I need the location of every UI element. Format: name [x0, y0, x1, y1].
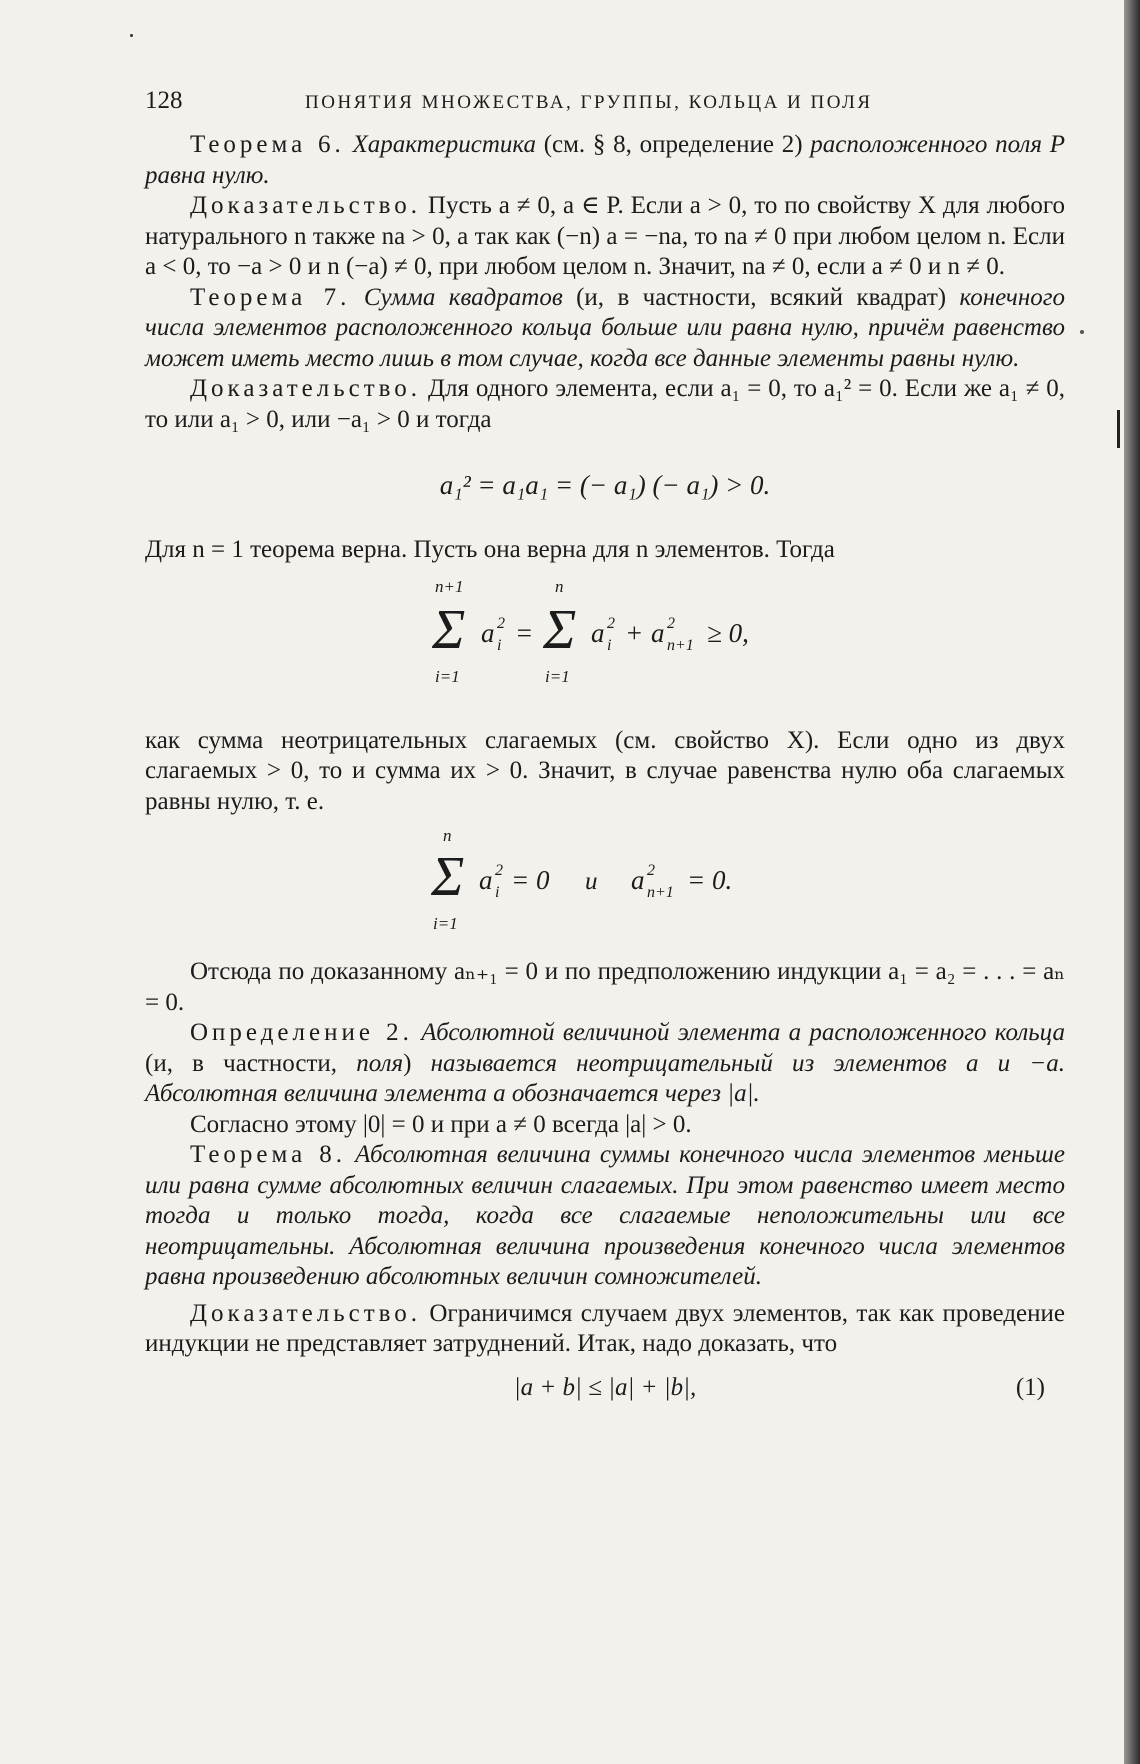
proof-8	[145, 1299, 1065, 1360]
plus-sign: +	[625, 617, 644, 648]
proof-7-label: Доказательство.	[190, 375, 422, 402]
next-term-sup: 2	[647, 862, 655, 879]
formula-sum-induction	[145, 570, 1065, 720]
margin-speck	[1080, 330, 1084, 334]
equals-sign: =	[515, 617, 534, 648]
triangle-inequality: |a + b| ≤ |a| + |b|,	[513, 1373, 697, 1401]
last-term: a	[651, 617, 665, 648]
definition-2	[145, 1018, 1065, 1110]
next-term: a	[631, 865, 645, 895]
page-number: 128	[145, 87, 183, 114]
sum3-term: a	[479, 865, 493, 895]
theorem-6-term: Характеристика	[352, 131, 536, 158]
proof-6-text: Пусть a ≠ 0, a ∈ P. Если a > 0, то по свойству X для любого натурального n также na > 0, а так как (−n) a = −na, то na ≠ 0 при любом целом n. Если a < 0, то −a > 0 и n (−a) ≠ 0, при любом целом n. Значит, na ≠ 0, если a ≠ 0 и n ≠ 0.	[145, 192, 1065, 280]
last-term-sup: 2	[667, 614, 675, 632]
running-title: ПОНЯТИЯ МНОЖЕСТВА, ГРУППЫ, КОЛЬЦА И ПОЛЯ	[305, 92, 873, 113]
scan-edge-shadow	[1124, 0, 1140, 1764]
theorem-6-label: Теорема 6.	[190, 131, 345, 158]
sum2-term-sub: i	[607, 636, 612, 654]
formula-square: a₁² = a₁a₁ = (− a₁) (− a₁) > 0.	[439, 470, 771, 500]
definition-2-term: Абсолютной величиной элемента a расположенного кольца	[421, 1019, 1065, 1046]
theorem-8-label: Теорема 8.	[190, 1141, 347, 1168]
induction-paragraph: Для n = 1 теорема верна. Пусть она верна для n элементов. Тогда	[145, 536, 835, 563]
absolute-zero-note: Согласно этому |0| = 0 и при a ≠ 0 всегда |a| > 0.	[190, 1110, 692, 1138]
sum1-term-sub: i	[497, 636, 502, 654]
sum3-rhs: = 0	[511, 865, 550, 895]
theorem-8	[145, 1140, 1065, 1293]
page-header	[145, 78, 1065, 130]
sum2-sigma-icon: Σ	[543, 598, 577, 661]
theorem-8-statement: Абсолютная величина суммы конечного числа элементов меньше или равна сумме абсолютных величин слагаемых. При этом равенство имеет место тогда и только тогда, когда все слагаемые неположительны или все неотрицательны. Абсолютная величина произведения конечного числа элементов равна произведению абсолютных величин сомножителей.	[145, 1141, 1065, 1290]
definition-2-close: )	[403, 1049, 431, 1077]
sum-zero-svg	[425, 823, 785, 943]
sum1-term-sup: 2	[497, 614, 505, 632]
next-term-sub: n+1	[647, 884, 674, 901]
proof-6	[145, 191, 1065, 283]
margin-mark	[1117, 410, 1120, 448]
sum3-term-sub: i	[495, 884, 500, 901]
definition-2-field: поля	[356, 1049, 404, 1077]
sum2-lower-limit: i=1	[545, 666, 570, 686]
sum3-term-sup: 2	[495, 862, 503, 879]
formula-triangle-inequality	[145, 1366, 1065, 1410]
relation-ge-zero: ≥ 0,	[707, 617, 749, 648]
formula-sum-zero	[145, 823, 1065, 943]
proof-7	[145, 374, 1065, 435]
book-page	[145, 78, 1065, 1420]
theorem-6-statement: расположенного поля P равна нулю.	[145, 131, 1065, 189]
theorem-7-aside: (и, в частности, всякий квадрат)	[562, 283, 960, 311]
proof-8-label: Доказательство.	[190, 1299, 422, 1327]
last-term-sub: n+1	[667, 636, 694, 654]
sum1-sigma-icon: Σ	[432, 598, 466, 661]
induction-conclusion: Отсюда по доказанному aₙ₊₁ = 0 и по предположению индукции a₁ = a₂ = . . . = aₙ = 0.	[145, 958, 1065, 1016]
sum3-lower-limit: i=1	[433, 914, 458, 933]
theorem-7	[145, 283, 1065, 375]
proof-7-text: Для одного элемента, если a₁ = 0, то a₁² = 0. Если же a₁ ≠ 0, то или a₁ > 0, или −a₁ > 0 и тогда	[145, 375, 1065, 433]
sum2-upper-limit: n	[555, 576, 564, 596]
sum2-term-sup: 2	[607, 614, 615, 632]
nonnegative-paragraph: как сумма неотрицательных слагаемых (см. свойство X). Если одно из двух слагаемых > 0, то и сумма их > 0. Значит, в случае равенства нулю оба слагаемых равны нулю, т. е.	[145, 726, 1065, 815]
theorem-7-label: Теорема 7.	[190, 283, 351, 311]
sum3-upper-limit: n	[443, 826, 452, 845]
definition-2-label: Определение 2.	[190, 1019, 413, 1046]
next-term-rhs: = 0.	[687, 865, 733, 895]
definition-2-statement: называется неотрицательный из элементов a и −a. Абсолютная величина элемента a обозначается через |a|.	[145, 1049, 1065, 1107]
scan-speck	[130, 34, 133, 37]
sum1-term: a	[481, 617, 495, 648]
theorem-6	[145, 130, 1065, 191]
equation-number: (1)	[1015, 1373, 1045, 1401]
theorem-7-statement: конечного числа элементов расположенного кольца больше или равна нулю, причём равенство может иметь место лишь в том случае, когда все данные элементы равны нулю.	[145, 283, 1065, 372]
conjunction-and: и	[585, 868, 598, 895]
theorem-6-ref: (см. § 8, определение 2)	[535, 131, 811, 158]
proof-6-label: Доказательство.	[190, 192, 422, 219]
theorem-7-term: Сумма квадратов	[363, 283, 563, 311]
definition-2-aside: (и, в частности,	[145, 1049, 357, 1077]
sum-induction-svg	[405, 570, 805, 720]
sum1-lower-limit: i=1	[435, 666, 460, 686]
sum1-upper-limit: n+1	[435, 576, 464, 596]
proof-8-text: Ограничимся случаем двух элементов, так как проведение индукции не представляет затруднений. Итак, надо доказать, что	[145, 1299, 1065, 1357]
sum2-term: a	[591, 617, 605, 648]
sum3-sigma-icon: Σ	[431, 846, 465, 908]
